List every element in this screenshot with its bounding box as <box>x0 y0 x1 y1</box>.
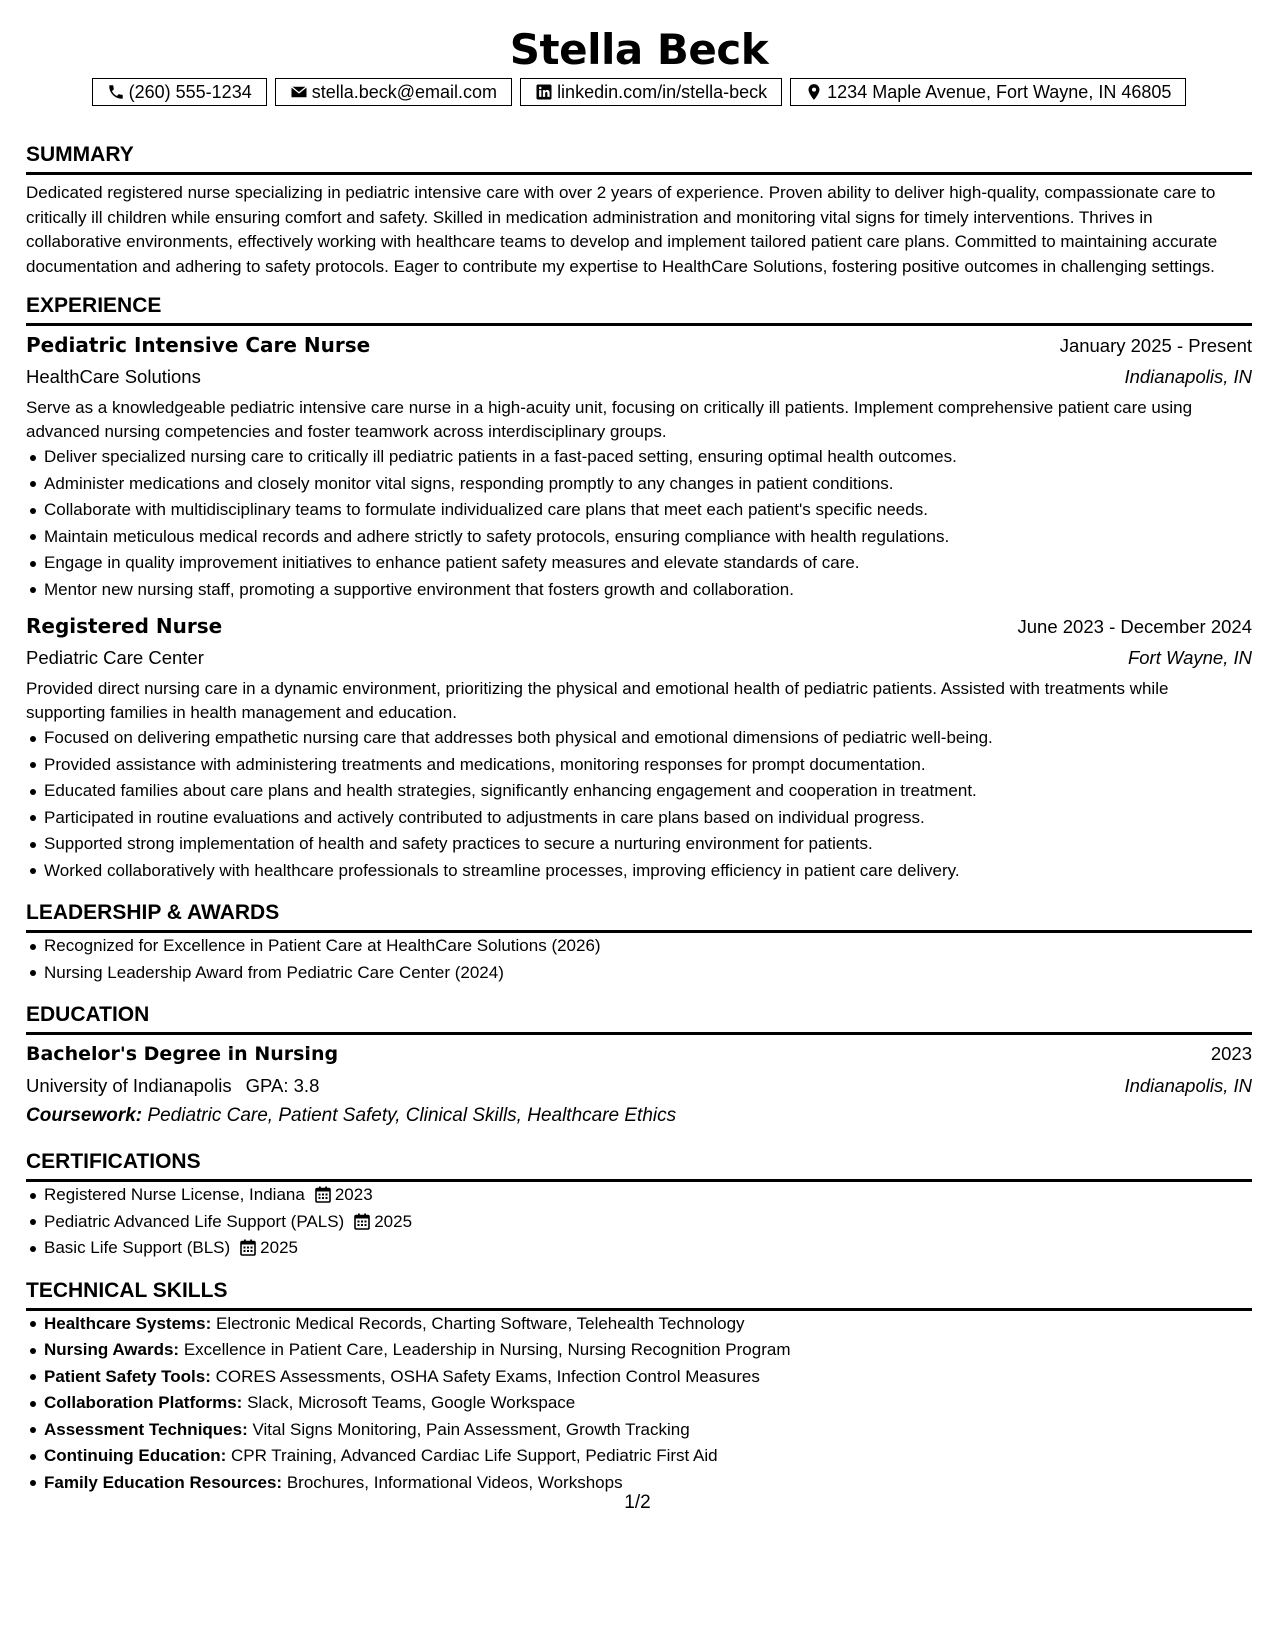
degree-title: Bachelor's Degree in Nursing <box>26 1043 339 1065</box>
list-item: Collaborate with multidisciplinary teams to formulate individualized care plans that meet each patient's specific needs. <box>44 497 1252 524</box>
contact-linkedin[interactable] <box>520 78 782 106</box>
section-title-experience: EXPERIENCE <box>26 291 1252 326</box>
list-item <box>44 1390 1252 1417</box>
coursework-line <box>26 1101 1252 1131</box>
phone-icon <box>107 83 125 101</box>
job-company: Pediatric Care Center <box>26 647 204 668</box>
skill-label: Continuing Education: <box>44 1446 227 1465</box>
summary-text: Dedicated registered nurse specializing in pediatric intensive care with over 2 years of experience. Proven ability to deliver high-quality, compassionate care to critically ill children while ensuring comfort and safety. Skilled in medication administration and monitoring vital signs for timely interventions. Thrives in collaborative environments, effectively working with healthcare teams to develop and implement tailored patient care plans. Committed to maintaining accurate documentation and adhering to safety protocols. Eager to contribute my expertise to HealthCare Solutions, fostering positive outcomes in challenging settings. <box>26 183 1218 276</box>
phone-text: (260) 555-1234 <box>128 82 252 102</box>
job-title: Pediatric Intensive Care Nurse <box>26 333 371 357</box>
coursework-label: Coursework: <box>26 1105 143 1126</box>
list-item: Provided assistance with administering treatments and medications, monitoring responses for prompt documentation. <box>44 752 1252 779</box>
list-item <box>44 1417 1252 1444</box>
leadership-section <box>26 898 1252 986</box>
section-title-certifications: CERTIFICATIONS <box>26 1147 1252 1182</box>
contact-address[interactable] <box>790 78 1186 106</box>
calendar-icon <box>354 1213 370 1230</box>
skill-value: Vital Signs Monitoring, Pain Assessment, Growth Tracking <box>252 1419 690 1439</box>
job-description: Serve as a knowledgeable pediatric intensive care nurse in a high-acuity unit, focusing on critically ill patients. Implement comprehensive patient care using advanced nursing competencies and foster teamwork across interdisciplinary groups. <box>26 398 1193 441</box>
list-item <box>44 1443 1252 1470</box>
summary-section <box>26 140 1252 279</box>
job-entry <box>26 611 1252 884</box>
job-location: Fort Wayne, IN <box>1127 647 1252 668</box>
address-text: 1234 Maple Avenue, Fort Wayne, IN 46805 <box>827 82 1172 102</box>
gpa: GPA: 3.8 <box>245 1075 320 1096</box>
list-item: Supported strong implementation of health and safety practices to secure a nurturing environment for patients. <box>44 831 1252 858</box>
skill-label: Assessment Techniques: <box>44 1419 248 1439</box>
contact-phone[interactable] <box>92 78 267 106</box>
awards-list <box>26 933 1252 986</box>
certification-year: 2025 <box>260 1238 298 1257</box>
calendar-icon <box>240 1239 256 1256</box>
list-item <box>44 1182 1252 1209</box>
education-section <box>26 1000 1252 1131</box>
list-item <box>44 1364 1252 1391</box>
certification-year: 2025 <box>374 1211 413 1231</box>
certification-name: Basic Life Support (BLS) <box>44 1238 231 1257</box>
graduation-year: 2023 <box>1210 1043 1252 1064</box>
certification-name: Registered Nurse License, Indiana <box>44 1185 305 1204</box>
list-item: Educated families about care plans and health strategies, significantly enhancing engagement and cooperation in treatment. <box>44 778 1252 805</box>
list-item: Focused on delivering empathetic nursing care that addresses both physical and emotional dimensions of pediatric well-being. <box>44 725 1252 752</box>
linkedin-text: linkedin.com/in/stella-beck <box>557 82 768 102</box>
list-item: Participated in routine evaluations and actively contributed to adjustments in care plans based on individual progress. <box>44 805 1252 832</box>
list-item <box>44 1209 1252 1236</box>
email-text: stella.beck@email.com <box>311 82 498 102</box>
section-title-skills: TECHNICAL SKILLS <box>26 1276 1252 1311</box>
certification-year: 2023 <box>334 1185 373 1204</box>
job-bullets <box>26 444 1252 603</box>
skill-value: CORES Assessments, OSHA Safety Exams, Infection Control Measures <box>215 1366 760 1386</box>
skill-label: Family Education Resources: <box>44 1472 283 1492</box>
job-dates: January 2025 - Present <box>1059 335 1252 356</box>
certification-name: Pediatric Advanced Life Support (PALS) <box>44 1211 345 1231</box>
school-location: Indianapolis, IN <box>1124 1075 1252 1096</box>
skill-label: Nursing Awards: <box>44 1340 180 1359</box>
list-item <box>44 1311 1252 1338</box>
candidate-name: Stella Beck <box>509 25 769 74</box>
skill-label: Collaboration Platforms: <box>44 1393 243 1412</box>
skill-value: Electronic Medical Records, Charting Software, Telehealth Technology <box>216 1313 745 1333</box>
calendar-icon <box>315 1186 331 1203</box>
skill-label: Patient Safety Tools: <box>44 1366 211 1386</box>
contact-bar <box>26 78 1252 106</box>
list-item: Worked collaboratively with healthcare professionals to streamline processes, improving efficiency in patient care delivery. <box>44 858 1252 885</box>
experience-section <box>26 291 1252 884</box>
list-item: Nursing Leadership Award from Pediatric Care Center (2024) <box>44 960 1252 987</box>
skills-list <box>26 1311 1252 1497</box>
contact-email[interactable] <box>275 78 512 106</box>
skill-value: CPR Training, Advanced Cardiac Life Support, Pediatric First Aid <box>230 1446 718 1465</box>
job-company: HealthCare Solutions <box>26 366 201 387</box>
skill-label: Healthcare Systems: <box>44 1313 212 1333</box>
certifications-list <box>26 1182 1252 1262</box>
section-title-leadership: LEADERSHIP & AWARDS <box>26 898 1252 933</box>
coursework-list: Pediatric Care, Patient Safety, Clinical Skills, Healthcare Ethics <box>147 1105 677 1126</box>
job-dates: June 2023 - December 2024 <box>1017 616 1252 637</box>
job-location: Indianapolis, IN <box>1124 366 1252 387</box>
job-entry <box>26 330 1252 603</box>
list-item <box>44 1337 1252 1364</box>
list-item: Mentor new nursing staff, promoting a supportive environment that fosters growth and collaboration. <box>44 577 1252 604</box>
certifications-section <box>26 1147 1252 1262</box>
map-pin-icon <box>805 83 823 101</box>
section-title-education: EDUCATION <box>26 1000 1252 1035</box>
skill-value: Slack, Microsoft Teams, Google Workspace <box>247 1393 576 1412</box>
school-name: University of Indianapolis <box>26 1075 232 1096</box>
list-item: Maintain meticulous medical records and adhere strictly to safety protocols, ensuring compliance with health regulations. <box>44 524 1252 551</box>
skills-section <box>26 1276 1252 1497</box>
list-item: Administer medications and closely monitor vital signs, responding promptly to any changes in patient conditions. <box>44 471 1252 498</box>
job-description: Provided direct nursing care in a dynamic environment, prioritizing the physical and emotional health of pediatric patients. Assisted with treatments while supporting families in health management and education. <box>26 679 1169 722</box>
list-item: Deliver specialized nursing care to critically ill pediatric patients in a fast-paced setting, ensuring optimal health outcomes. <box>44 444 1252 471</box>
list-item: Engage in quality improvement initiatives to enhance patient safety measures and elevate standards of care. <box>44 550 1252 577</box>
job-bullets <box>26 725 1252 884</box>
school-line <box>26 1070 319 1101</box>
page-number: 1/2 <box>624 1492 651 1513</box>
linkedin-icon <box>535 83 553 101</box>
envelope-icon <box>290 83 308 101</box>
job-title: Registered Nurse <box>26 614 223 638</box>
skill-value: Excellence in Patient Care, Leadership in Nursing, Nursing Recognition Program <box>183 1340 791 1359</box>
skill-value: Brochures, Informational Videos, Workshops <box>286 1472 623 1492</box>
list-item: Recognized for Excellence in Patient Care at HealthCare Solutions (2026) <box>44 933 1252 960</box>
list-item <box>44 1235 1252 1262</box>
section-title-summary: SUMMARY <box>26 140 1252 175</box>
